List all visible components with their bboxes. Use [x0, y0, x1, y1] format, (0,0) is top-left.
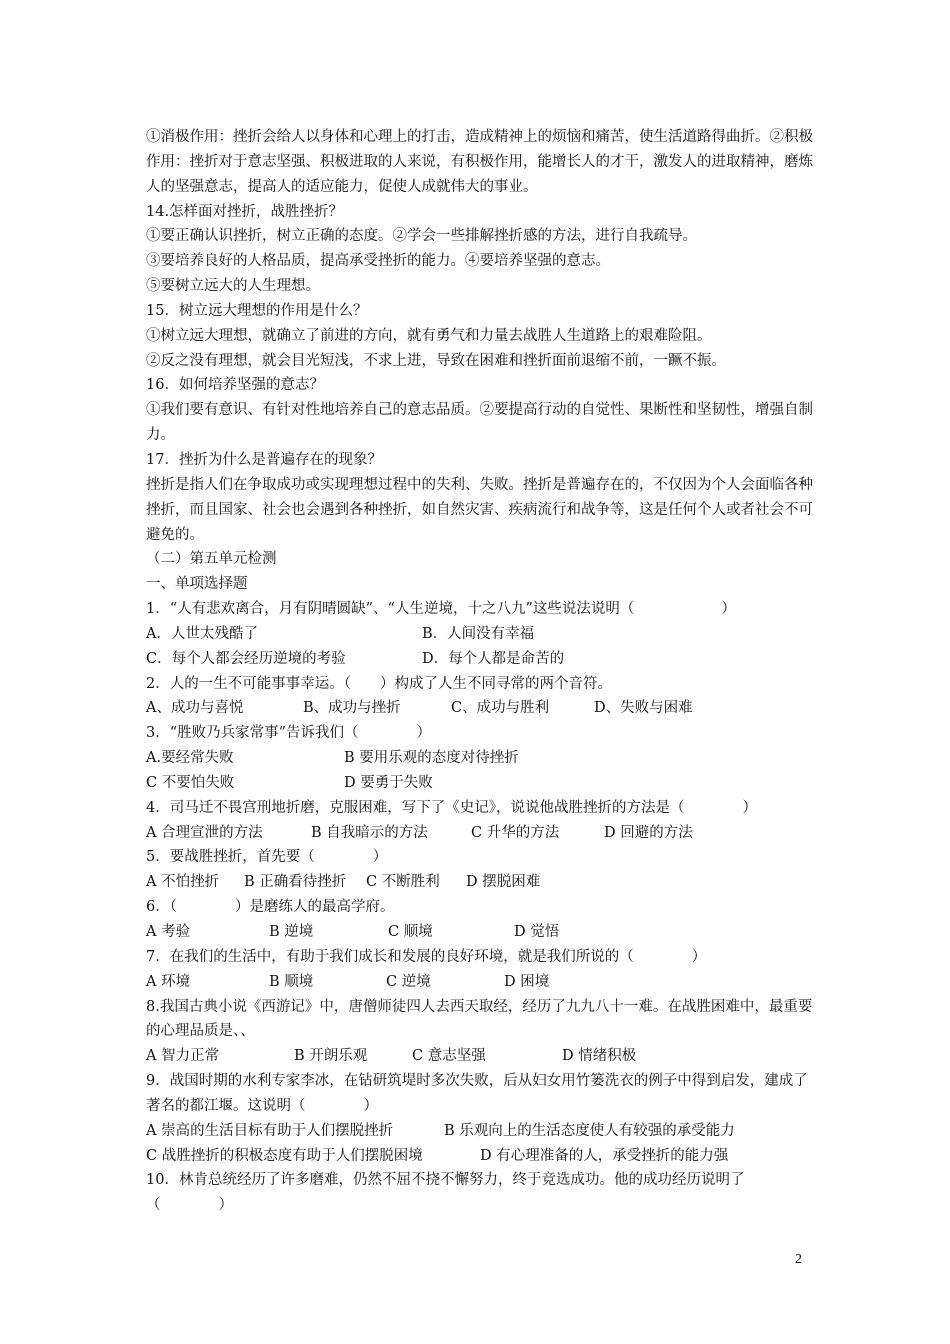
- option-b: B 自我暗示的方法: [311, 824, 428, 841]
- option-d: D 回避的方法: [604, 824, 693, 841]
- option-d: D 困境: [504, 973, 550, 990]
- question-1: 1．“人有悲欢离合，月有阴晴圆缺”、“人生逆境，十之八九”这些说法说明（ ）: [146, 601, 736, 618]
- option-c: C．每个人都会经历逆境的考验: [146, 650, 346, 667]
- option-b: B 乐观向上的生活态度使人有较强的承受能力: [444, 1122, 735, 1139]
- question-9: 9．战国时期的水利专家李冰，在钻研筑堤时多次失败，后从妇女用竹篓洗衣的例子中得到启发，建成了著名的都江堰。这说明（ ）: [146, 1073, 808, 1114]
- question-3-options-row-2: [146, 771, 816, 796]
- question-5: 5．要战胜挫折，首先要（ ）: [146, 849, 388, 866]
- option-c: C 升华的方法: [471, 824, 560, 841]
- question-17: 17．挫折为什么是普遍存在的现象？: [146, 451, 382, 468]
- option-c: C 逆境: [386, 973, 431, 990]
- option-c: C 不要怕失败: [146, 774, 235, 791]
- question-15: 15．树立远大理想的作用是什么？: [146, 302, 368, 319]
- option-a: A 不怕挫折: [146, 874, 220, 891]
- option-a: A.要经常失败: [146, 750, 234, 767]
- question-8: 8.我国古典小说《西游记》中，唐僧师徒四人去西天取经，经历了九九八十一难。在战胜困难中，最重要的心理品质是、、: [146, 998, 813, 1040]
- option-a: A 考验: [146, 924, 191, 940]
- question-4-options: [146, 821, 816, 846]
- option-b: B、成功与挫折: [303, 700, 401, 717]
- answer-15-line-2: ②反之没有理想，就会目光短浅，不求上进，导致在困难和挫折面前退缩不前，一蹶不振。: [146, 352, 726, 369]
- option-a: A、成功与喜悦: [146, 700, 244, 717]
- option-d: D．每个人都是命苦的: [422, 650, 565, 667]
- question-2: 2．人的一生不可能事事幸运。（ ）构成了人生不同寻常的两个音符。: [146, 675, 612, 692]
- question-7: 7．在我们的生活中，有助于我们成长和发展的良好环境，就是我们所说的（ ）: [146, 948, 707, 965]
- page-content: [146, 125, 816, 1218]
- question-8-options: [146, 1044, 816, 1069]
- question-3-options-row-1: [146, 746, 816, 771]
- answer-13: ①消极作用：挫折会给人以身体和心理上的打击，造成精神上的烦恼和痛苦，使生活道路得曲折。②积极作用：挫折对于意志坚强、积极进取的人来说，有积极作用，能增长人的才干，激发人的进取精神，磨炼人的坚强意志，提高人的适应能力，促使人成就伟大的事业。: [146, 129, 813, 195]
- option-a: A 合理宣泄的方法: [146, 824, 263, 841]
- option-a: A．人世太残酷了: [146, 625, 258, 642]
- option-c: C、成功与胜利: [451, 700, 550, 717]
- question-7-options: [146, 970, 816, 995]
- option-c: C 顺境: [388, 924, 433, 940]
- question-4: 4．司马迁不畏宫刑地折磨，克服困难，写下了《史记》，说说他战胜挫折的方法是（ ）: [146, 799, 757, 816]
- question-9-options-row-2: [146, 1144, 816, 1169]
- option-b: B 顺境: [269, 973, 314, 990]
- option-d: D 有心理准备的人，承受挫折的能力强: [480, 1147, 729, 1164]
- question-5-options: [146, 870, 816, 895]
- question-1-options-row-2: [146, 647, 816, 672]
- option-d: D、失败与困难: [594, 700, 693, 717]
- option-b: B 正确看待挫折: [244, 874, 347, 891]
- question-6-options: [146, 920, 816, 945]
- option-b: B 要用乐观的态度对待挫折: [344, 750, 519, 767]
- question-3: 3．“胜败乃兵家常事”告诉我们（ ）: [146, 725, 432, 742]
- option-d: D 摆脱困难: [466, 874, 541, 891]
- question-9-options-row-1: [146, 1119, 816, 1144]
- question-1-options-row-1: [146, 622, 816, 647]
- option-b: B．人间没有幸福: [422, 625, 535, 642]
- answer-14-line-1: ①要正确认识挫折，树立正确的态度。②学会一些排解挫折感的方法，进行自我疏导。: [146, 228, 697, 245]
- question-6: 6．（ ）是磨练人的最高学府。: [146, 899, 395, 916]
- question-16: 16．如何培养坚强的意志？: [146, 377, 324, 394]
- answer-15-line-1: ①树立远大理想，就确立了前进的方向，就有勇气和力量去战胜人生道路上的艰难险阻。: [146, 327, 712, 344]
- option-d: D 情绪积极: [562, 1048, 637, 1065]
- answer-14-line-2: ③要培养良好的人格品质，提高承受挫折的能力。④要培养坚强的意志。: [146, 253, 610, 270]
- option-c: C 战胜挫折的积极态度有助于人们摆脱困境: [146, 1147, 423, 1164]
- option-c: C 意志坚强: [412, 1048, 486, 1065]
- part-title: 一、单项选择题: [146, 576, 248, 593]
- option-d: D 觉悟: [514, 924, 560, 940]
- section-title: （二）第五单元检测: [146, 551, 277, 568]
- answer-16: ①我们要有意识、有针对性地培养自己的意志品质。②要提高行动的自觉性、果断性和坚韧性，增强自制力。: [146, 402, 813, 444]
- option-c: C 不断胜利: [366, 874, 440, 891]
- option-a: A 环境: [146, 973, 191, 990]
- option-b: B 开朗乐观: [294, 1048, 368, 1065]
- option-a: A 崇高的生活目标有助于人们摆脱挫折: [146, 1122, 394, 1139]
- answer-17: 挫折是指人们在争取成功或实现理想过程中的失利、失败。挫折是普遍存在的，不仅因为个人会面临各种挫折，而且国家、社会也会遇到各种挫折，如自然灾害、疾病流行和战争等，这是任何个人或者社会不可避免的。: [146, 476, 813, 543]
- question-2-options: [146, 696, 816, 721]
- page-number: 2: [795, 1252, 802, 1267]
- option-a: A 智力正常: [146, 1048, 220, 1065]
- answer-14-line-3: ⑤要树立远大的人生理想。: [146, 278, 320, 295]
- option-d: D 要勇于失败: [344, 774, 433, 791]
- question-10: 10．林肯总统经历了许多磨难，仍然不屈不挠不懈努力，终于竞选成功。他的成功经历说明了（ ）: [146, 1172, 745, 1214]
- option-b: B 逆境: [269, 924, 314, 940]
- question-14: 14.怎样面对挫折，战胜挫折？: [146, 203, 344, 220]
